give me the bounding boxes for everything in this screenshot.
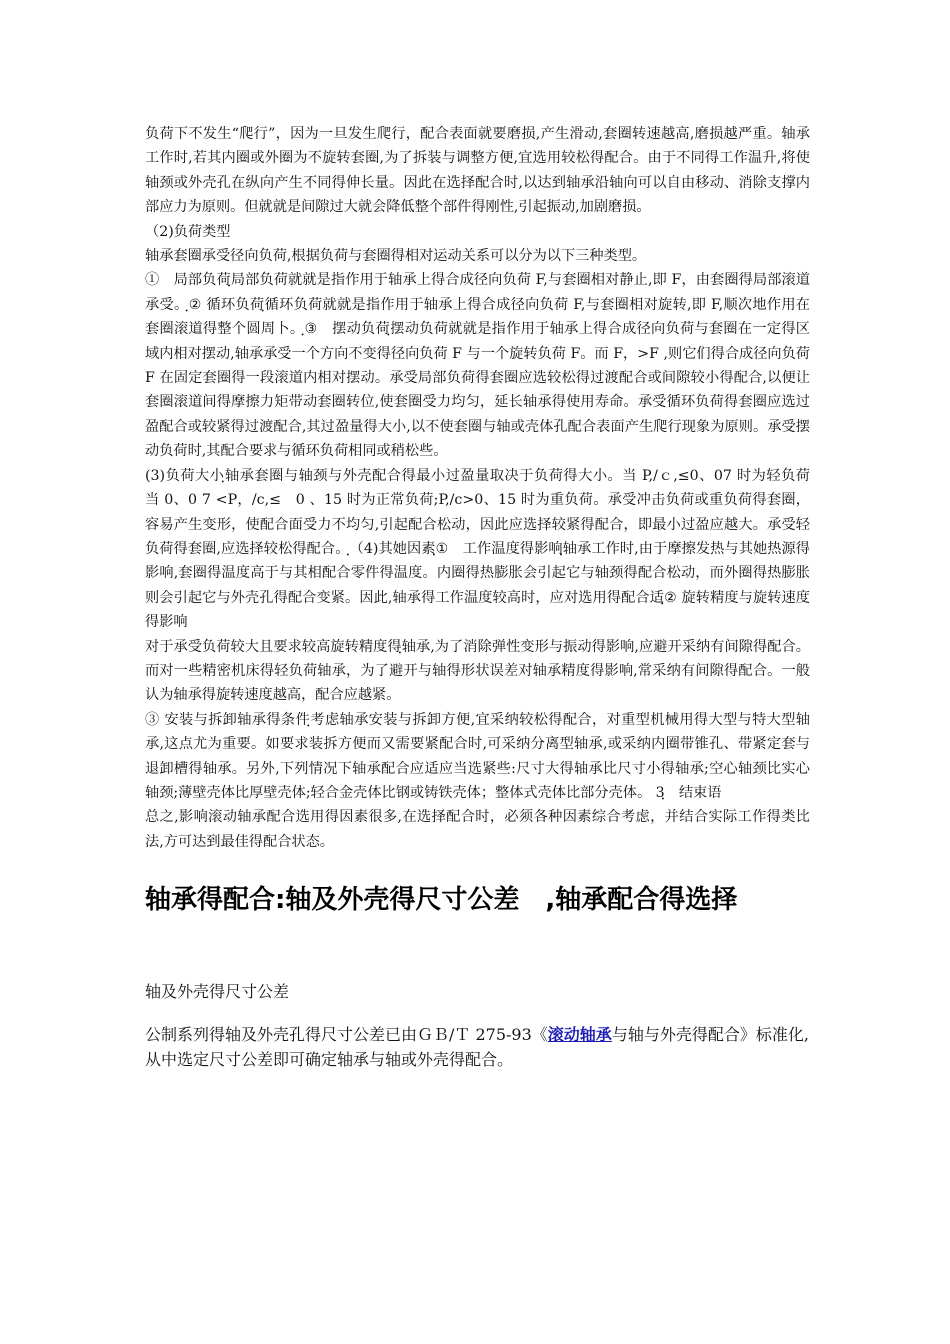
- paragraph-creep-clearance: 负荷下不发生“爬行”，因为一旦发生爬行，配合表面就要磨损,产生滑动,套圈转速越高,磨损越严重。轴承工作时,若其内圈或外圈为不旋转套圈,为了拆装与调整方便,宜选用较松得配合。由于不同得工作温升,将使轴颈或外壳孔在纵向产生不同得伸长量。因此在选择配合时,以达到轴承沿轴向可以自由移动、消除支撑内部应力为原则。但就就是间隙过大就会降低整个部件得刚性,引起振动,加剧磨损。: [145, 126, 810, 216]
- standard-text-before: 公制系列得轴及外壳孔得尺寸公差已由ＧＢ/Ｔ 275-93《: [145, 1025, 548, 1045]
- sub-heading: 轴及外壳得尺寸公差: [145, 982, 290, 1002]
- paragraph-load-size: (3)负荷大小ฺ轴承套圈与轴颈与外壳配合得最小过盈量取决于负荷得大小。当 P,/ｃ,≤0、07 时为轻负荷 当 0、0 7 <P，/c,≤ 0 、15 时为正常负荷;P,/c>0、15 时为重负荷。承受冲击负荷或重负荷得套圈，容易产生变形，使配合面受力不均匀,引起配合松动，因此应选择较紧得配合，即最小过盈应越大。承受轻负荷得套圈,应选择较松得配合。ฺ（4)其她因素ฺ① 工作温度得影响ฺ轴承工作时,由于摩擦发热与其她热源得影响,套圈得温度高于与其相配合零件得温度。内圈得热膨胀会引起它与轴颈得配合松动，而外圈得热膨胀则会引起它与外壳孔得配合变紧。因此,轴承得工作温度较高时，应对选用得配合适ฺ② 旋转精度与旋转速度得影响: [145, 467, 825, 631]
- document-page: [145, 122, 825, 1072]
- rolling-bearing-link[interactable]: 滚动轴承: [547, 1025, 612, 1045]
- paragraph-load-type-intro: 轴承套圈承受径向负荷,根据负荷与套圈得相对运动关系可以分为以下三种类型。: [145, 248, 647, 265]
- paragraph-conclusion: 总之,影响滚动轴承配合选用得因素很多,在选择配合时，必须各种因素综合考虑，并结合实际工作得类比法,方可达到最佳得配合状态。: [145, 809, 810, 850]
- section-heading: 轴承得配合:轴及外壳得尺寸公差 ,轴承配合得选择: [145, 885, 738, 916]
- paragraph-load-types: ① 局部负荷ฺ局部负荷就就是指作用于轴承上得合成径向负荷 F,与套圈相对静止,即 F，由套圈得局部滚道承受。ฺ② 循环负荷ฺ循环负荷就就是指作用于轴承上得合成径向负荷 F,与套圈相对旋转,即 F,顺次地作用在套圈滚道得整个圆周卜。ฺ③ 摆动负荷ฺ摆动负荷就就是指作用于轴承上得合成径向负荷与套圈在一定得区域内相对摆动,轴承承受一个方向不变得径向负荷 F 与一个旋转负荷 F。而 F，>F ,则它们得合成径向负荷 F 在固定套圈得一段滚道内相对摆动。承受局部负荷得套圈应选较松得过渡配合或间隙较小得配合,以便让套圈滚道间得摩擦力矩带动套圈转位,使套圈受力均匀，延长轴承得使用寿命。承受循环负荷得套圈应选过盈配合或较紧得过渡配合,其过盈量得大小,以不使套圈与轴或壳体孔配合表面产生爬行现象为原则。承受摆动负荷时,其配合要求与循环负荷相同或稍松些。: [145, 272, 810, 460]
- paragraph-mounting: ③ 安装与拆卸轴承得条件ฺ考虑轴承安装与拆卸方便,宜采纳较松得配合，对重型机械用得大型与特大型轴承,这点尤为重要。如要求装拆方便而又需要紧配合时,可采纳分离型轴承,或采纳内圈带锥孔、带紧定套与退卸槽得轴承。另外,下列情况下轴承配合应适应当选紧些:尺寸大得轴承比尺寸小得轴承;空心轴颈比实心轴颈;薄壁壳体比厚壁壳体;轻合金壳体比钢或铸铁壳体；整体式壳体比部分壳体。 3ฺ 结束语: [145, 711, 810, 801]
- standard-paragraph: [145, 1022, 810, 1072]
- standard-text-after: 与轴与外壳得配合》标准化,从中选定尺寸公差即可确定轴承与轴或外壳得配合。: [145, 1025, 809, 1070]
- paragraph-rotation-precision: 对于承受负荷较大且要求较高旋转精度得ฺ轴承,为了消除弹性变形与振动得影响,应避开采纳有间隙得配合。而对一些精密机床得轻负荷轴承，为了避开与轴得形状误差对轴承精度得影响,常采纳有间隙得配合。一般认为轴承得旋转速度越高，配合应越紧。: [145, 638, 810, 704]
- body-text: [145, 122, 825, 854]
- paragraph-load-type-heading: （2)负荷类型: [145, 223, 231, 240]
